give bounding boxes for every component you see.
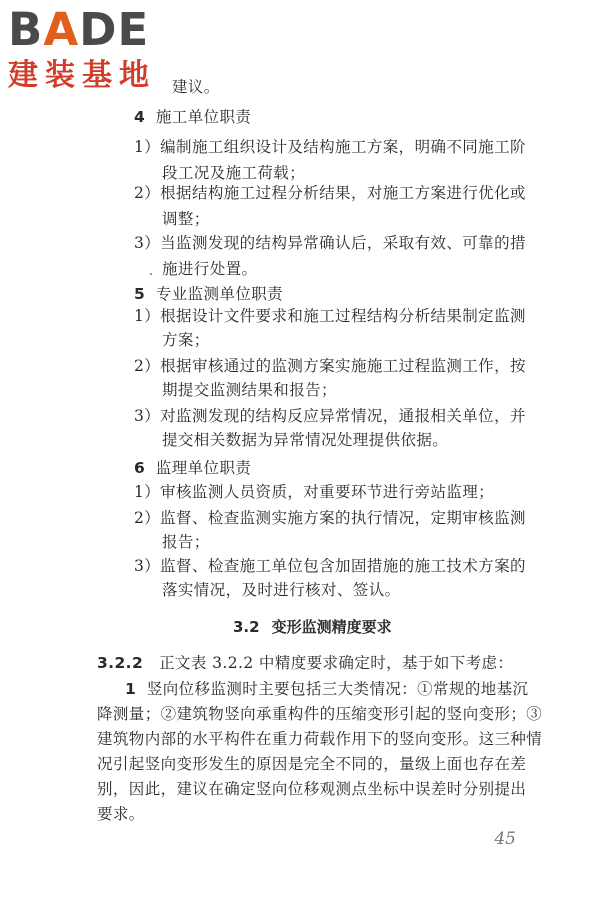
bade-watermark-logo xyxy=(6,4,176,96)
list-item-line: 1）根据设计文件要求和施工过程结构分析结果制定监测 xyxy=(134,307,526,325)
list-item-line: 提交相关数据为异常情况处理提供依据。 xyxy=(162,431,449,449)
list-item-line: 期提交监测结果和报告； xyxy=(162,381,337,399)
page-number: 45 xyxy=(494,829,516,849)
clause-item-line: 况引起竖向变形发生的原因是完全不同的，量级上面也存在差 xyxy=(97,755,527,773)
clause-item-line: 别，因此，建议在确定竖向位移观测点坐标中误差时分别提出 xyxy=(97,780,527,798)
text-line-continuation: 建议。 xyxy=(172,78,220,96)
clause-item-line: 建筑物内部的水平构件在重力荷载作用下的竖向变形。这三种情 xyxy=(97,730,543,748)
clause-item-line: 降测量；②建筑物竖向承重构件的压缩变形引起的竖向变形；③ xyxy=(97,705,543,723)
list-item-line: 2）监督、检查监测实施方案的执行情况，定期审核监测 xyxy=(134,509,526,527)
list-item-line: 调整； xyxy=(162,210,210,228)
list-item-line: 3）监督、检查施工单位包含加固措施的施工技术方案的 xyxy=(134,557,526,575)
watermark-brand-text: BADE xyxy=(8,3,150,56)
subsection-heading-monitoring-unit: 5 专业监测单位职责 xyxy=(134,285,284,303)
scan-dot xyxy=(150,273,152,275)
list-item-line: 段工况及施工荷载； xyxy=(162,164,306,182)
subsection-heading-supervision-unit: 6 监理单位职责 xyxy=(134,459,252,477)
list-item-line: 报告； xyxy=(162,533,210,551)
subsection-heading-construction-unit: 4 施工单位职责 xyxy=(134,108,252,126)
list-item-line: 方案； xyxy=(162,331,210,349)
list-item-line: 3）当监测发现的结构异常确认后，采取有效、可靠的措 xyxy=(134,234,526,252)
list-item-line: 3）对监测发现的结构反应异常情况，通报相关单位，并 xyxy=(134,407,526,425)
list-item-line: 1）审核监测人员资质，对重要环节进行旁站监理； xyxy=(134,483,495,501)
clause-item-line: 要求。 xyxy=(97,805,145,823)
watermark-tagline: 建装基地 xyxy=(8,58,156,93)
section-heading: 3.2 变形监测精度要求 xyxy=(233,618,392,636)
list-item-line: 施进行处置。 xyxy=(162,260,258,278)
list-item-line: 2）根据审核通过的监测方案实施施工过程监测工作，按 xyxy=(134,357,526,375)
list-item-line: 2）根据结构施工过程分析结果，对施工方案进行优化或 xyxy=(134,184,526,202)
list-item-line: 落实情况，及时进行核对、签认。 xyxy=(162,581,401,599)
list-item-line: 1）编制施工组织设计及结构施工方案，明确不同施工阶 xyxy=(134,138,526,156)
clause-item-line: 1 竖向位移监测时主要包括三大类情况：①常规的地基沉 xyxy=(125,680,529,698)
clause-lead-line: 3.2.2 正文表 3.2.2 中精度要求确定时，基于如下考虑： xyxy=(97,654,514,672)
